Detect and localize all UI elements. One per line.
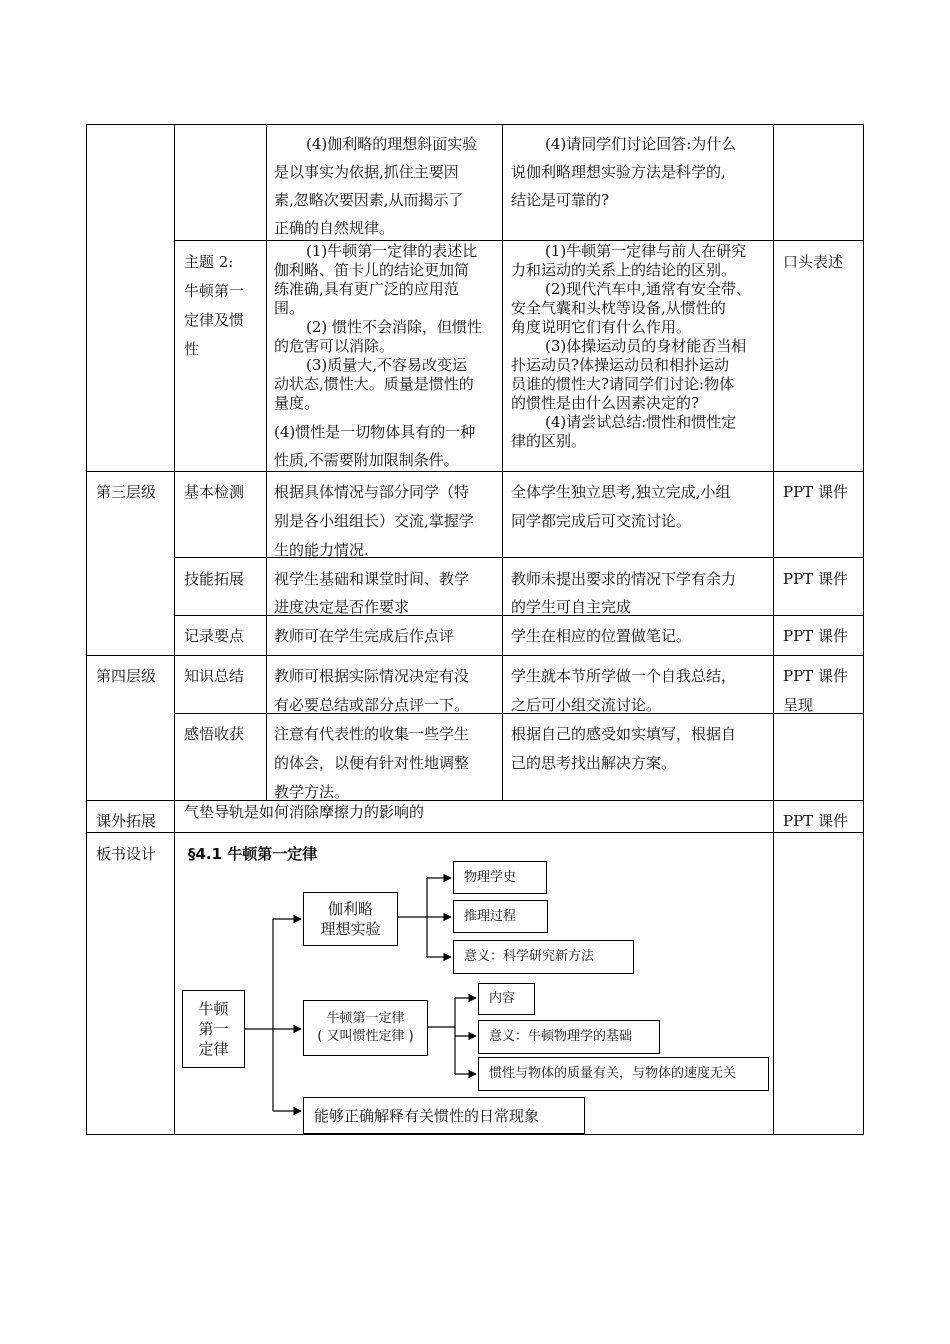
topic2-content-line-5: (2) 惯性不会消除，但惯性	[306, 318, 483, 336]
topic2-activity-line-7: 扑运动员?体操运动员和相扑运动	[511, 356, 730, 374]
topic2-activity-line-1: (1)牛顿第一定律与前人在研究	[545, 242, 747, 260]
level3-row1-topic: 基本检测	[184, 483, 245, 501]
level4-row1-content-2: 有必要总结或部分点评一下。	[274, 696, 470, 714]
galileo-content-line-1: (4)伽利略的理想斜面实验	[306, 135, 478, 153]
level3-row1-media: PPT 课件	[783, 483, 848, 501]
level4-row2-topic: 感悟收获	[184, 725, 245, 743]
topic2-content-line-3: 练准确,具有更广泛的应用范	[274, 280, 459, 298]
level4-row1-activity-1: 学生就本节所学做一个自我总结，	[511, 667, 737, 685]
level3-row1-content-2: 别是各小组组长）交流,掌握学	[274, 512, 474, 530]
topic2-content-line-10: (4)惯性是一切物体具有的一种	[274, 423, 476, 441]
board-title: §4.1 牛顿第一定律	[188, 845, 318, 863]
topic2-activity-line-5: 角度说明它们有什么作用。	[511, 318, 692, 336]
galileo-content-line-4: 正确的自然规律。	[274, 219, 395, 237]
level3-row2-activity-2: 的学生可自主完成	[511, 598, 632, 616]
board-newton-item-1: 内容	[478, 983, 535, 1015]
level3-row1-activity-1: 全体学生独立思考,独立完成,小组	[511, 483, 731, 501]
level3-row2-media: PPT 课件	[783, 570, 848, 588]
level4-row2-activity-1: 根据自己的感受如实填写，根据自	[511, 725, 737, 743]
board-label: 板书设计	[96, 845, 157, 863]
level3-row2-topic: 技能拓展	[184, 570, 245, 588]
topic2-content-line-9: 量度。	[274, 394, 320, 412]
level3-label: 第三层级	[96, 483, 157, 501]
topic2-activity-line-8: 员谁的惯性大?请同学们讨论:物体	[511, 375, 735, 393]
topic2-content-line-1: (1)牛顿第一定律的表述比	[306, 242, 478, 260]
board-galileo-box	[303, 892, 398, 946]
board-root-box	[182, 990, 245, 1068]
level4-row2-content-3: 教学方法。	[274, 783, 350, 801]
galileo-activity-line-3: 结论是可靠的?	[511, 191, 610, 209]
extension-media: PPT 课件	[783, 812, 848, 830]
level3-row3-content: 教师可在学生完成后作点评	[274, 627, 455, 645]
board-newton-item-3: 惯性与物体的质量有关，与物体的速度无关	[478, 1057, 769, 1091]
topic2-line-3: 定律及惯	[184, 311, 245, 329]
board-galileo-line-2: 理想实验	[320, 920, 381, 938]
extension-content: 气垫导轨是如何消除摩擦力的影响的	[184, 803, 425, 821]
level4-row1-topic: 知识总结	[184, 667, 245, 685]
level3-row3-media: PPT 课件	[783, 627, 848, 645]
level4-row2-activity-2: 己的思考找出解决方案。	[511, 754, 677, 772]
board-newton-item-2: 意义：牛顿物理学的基础	[478, 1020, 660, 1054]
topic2-line-2: 牛顿第一	[184, 282, 245, 300]
level4-label: 第四层级	[96, 667, 157, 685]
galileo-activity-line-1: (4)请同学们讨论回答:为什么	[545, 135, 737, 153]
topic2-activity-line-6: (3)体操运动员的身材能否当相	[545, 337, 747, 355]
board-root-line-2: 第一	[198, 1020, 229, 1038]
galileo-content-line-2: 是以事实为依据,抓住主要因	[274, 163, 459, 181]
topic2-content-line-8: 动状态,惯性大。质量是惯性的	[274, 375, 474, 393]
topic2-activity-line-3: (2)现代汽车中,通常有安全带、	[545, 280, 752, 298]
topic2-line-4: 性	[184, 340, 200, 358]
level3-row2-content-1: 视学生基础和课堂时间、教学	[274, 570, 470, 588]
galileo-content-line-3: 素,忽略次要因素,从而揭示了	[274, 191, 464, 209]
level3-row1-content-3: 生的能力情况.	[274, 541, 369, 559]
topic2-content-line-4: 围。	[274, 299, 305, 317]
board-galileo-item-2: 推理过程	[453, 900, 548, 933]
topic2-line-1: 主题 2:	[184, 253, 234, 271]
board-root-line-1: 牛顿	[198, 1000, 229, 1018]
level4-row2-content-1: 注意有代表性的收集一些学生	[274, 725, 470, 743]
topic2-activity-line-10: (4)请尝试总结:惯性和惯性定	[545, 413, 737, 431]
topic2-activity-line-4: 安全气囊和头枕等设备,从惯性的	[511, 299, 726, 317]
level4-row1-media-2: 呈现	[783, 696, 814, 714]
level4-row1-activity-2: 之后可小组交流讨论。	[511, 696, 662, 714]
topic2-activity-line-2: 力和运动的关系上的结论的区别。	[511, 261, 737, 279]
board-galileo-line-1: 伽利略	[327, 900, 373, 918]
board-newton-line-1: 牛顿第一定律	[326, 1011, 405, 1026]
topic2-content-line-7: (3)质量大,不容易改变运	[306, 356, 468, 374]
board-newton-line-2: ( 又叫惯性定律 )	[317, 1029, 414, 1044]
level3-row3-activity: 学生在相应的位置做笔记。	[511, 627, 692, 645]
galileo-activity-line-2: 说伽利略理想实验方法是科学的,	[511, 163, 726, 181]
extension-label: 课外拓展	[96, 812, 157, 830]
board-phenomena-box: 能够正确解释有关惯性的日常现象	[303, 1097, 585, 1134]
board-galileo-item-3: 意义：科学研究新方法	[453, 940, 634, 974]
board-root-line-3: 定律	[198, 1040, 229, 1058]
topic2-content-line-11: 性质,不需要附加限制条件。	[274, 451, 459, 469]
board-galileo-item-1: 物理学史	[453, 861, 547, 894]
level4-row1-content-1: 教师可根据实际情况决定有没	[274, 667, 470, 685]
topic2-activity-line-11: 律的区别。	[511, 432, 587, 450]
board-newton-box	[303, 1000, 428, 1056]
topic2-activity-line-9: 的惯性是由什么因素决定的?	[511, 394, 700, 412]
level3-row2-activity-1: 教师未提出要求的情况下学有余力	[511, 570, 737, 588]
level3-row1-activity-2: 同学都完成后可交流讨论。	[511, 512, 692, 530]
topic2-media: 口头表述	[783, 253, 844, 271]
level3-row3-topic: 记录要点	[184, 627, 245, 645]
level3-row1-content-1: 根据具体情况与部分同学（特	[274, 483, 470, 501]
level4-row2-content-2: 的体会，以便有针对性地调整	[274, 754, 470, 772]
level4-row1-media-1: PPT 课件	[783, 667, 848, 685]
topic2-content-line-2: 伽利略、笛卡儿的结论更加简	[274, 261, 470, 279]
level3-row2-content-2: 进度决定是否作要求	[274, 598, 410, 616]
topic2-content-line-6: 的危害可以消除。	[274, 337, 395, 355]
